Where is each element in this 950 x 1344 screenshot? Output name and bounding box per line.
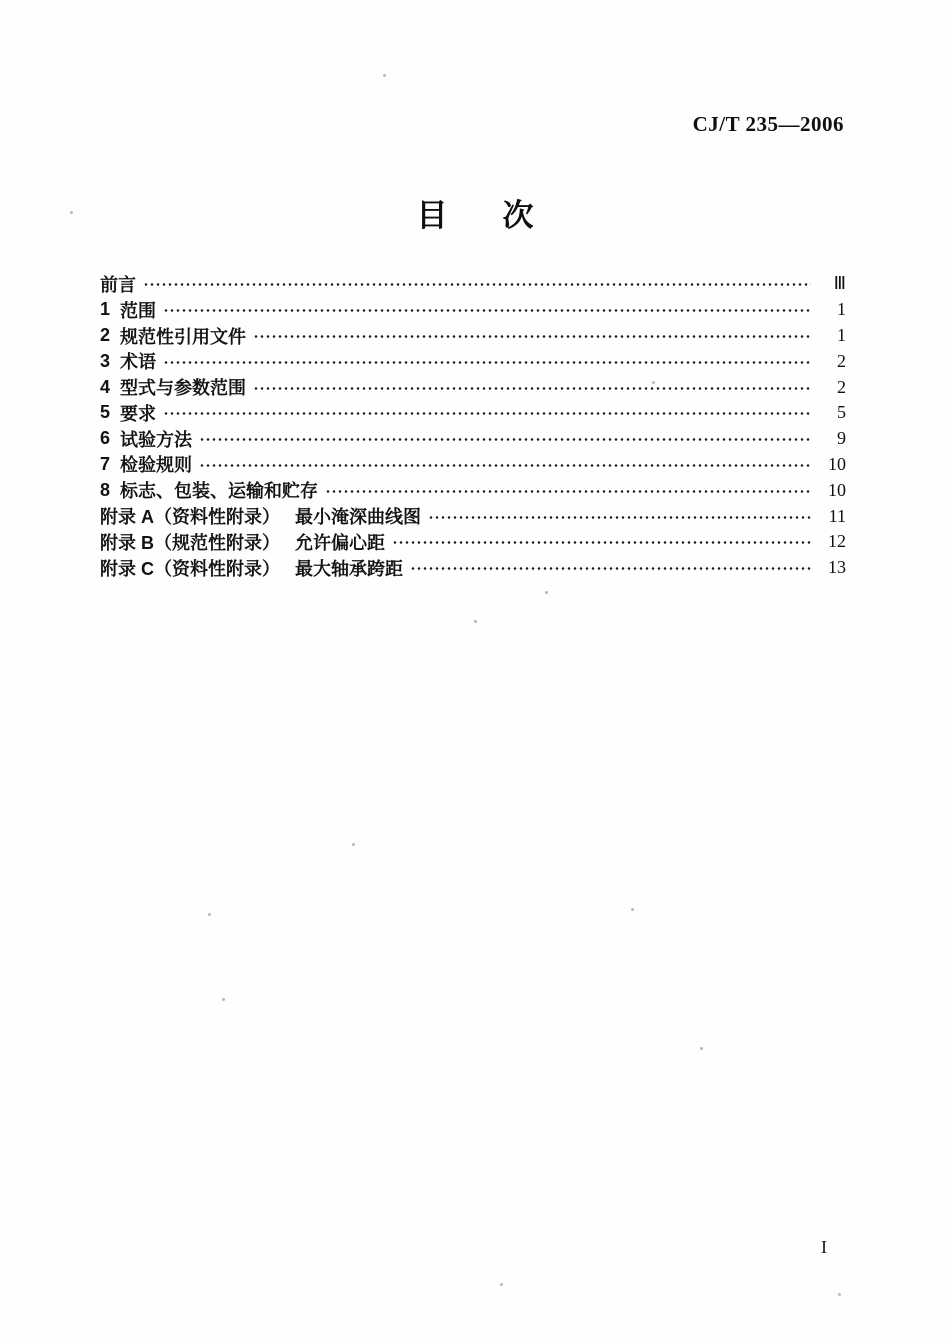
- toc-entry-label: 最大轴承跨距: [295, 558, 403, 579]
- toc-entry-number: 附录 B（规范性附录）: [100, 532, 280, 553]
- toc-row: [100, 452, 846, 478]
- scan-noise-speck: [652, 381, 655, 384]
- toc-page-number: 1: [837, 324, 846, 345]
- scan-noise-speck: [352, 843, 355, 846]
- scan-noise-speck: [70, 211, 73, 214]
- dot-leader: [199, 464, 811, 467]
- dot-leader: [163, 309, 811, 312]
- scan-noise-speck: [700, 1047, 703, 1050]
- toc-row: [100, 374, 846, 400]
- scan-noise-speck: [383, 74, 386, 77]
- scan-noise-speck: [545, 591, 548, 594]
- scan-noise-speck: [222, 998, 225, 1001]
- toc-entry-number: 5: [100, 402, 111, 423]
- toc-row: [100, 477, 846, 503]
- dot-leader: [143, 283, 811, 286]
- toc-row-appendix-c: [100, 555, 846, 581]
- toc-row: [100, 426, 846, 452]
- scan-noise-speck: [631, 908, 634, 911]
- dot-leader: [253, 335, 811, 338]
- toc-row: [100, 400, 846, 426]
- toc-entry-number: 1: [100, 299, 111, 320]
- dot-leader: [410, 567, 811, 570]
- toc-row: [100, 271, 846, 297]
- dot-leader: [163, 412, 811, 415]
- toc-row: [100, 297, 846, 323]
- toc-row: [100, 323, 846, 349]
- toc-entry-label: 标志、包装、运输和贮存: [120, 481, 319, 502]
- toc-row: [100, 348, 846, 374]
- scan-noise-speck: [500, 1283, 503, 1286]
- toc-entry-label: 术语: [120, 352, 157, 373]
- toc-entry-number: 4: [100, 376, 111, 397]
- toc-entry-label: 允许偏心距: [295, 532, 385, 553]
- dot-leader: [253, 387, 811, 390]
- toc-entry-label: 规范性引用文件: [120, 326, 247, 347]
- dot-leader: [428, 516, 811, 519]
- scan-noise-speck: [838, 1293, 841, 1296]
- toc-page-number: 11: [828, 505, 846, 526]
- toc-entry-label: 最小淹深曲线图: [295, 507, 421, 528]
- toc-entry-number: 3: [100, 350, 111, 371]
- toc-entry-number: 8: [100, 479, 111, 500]
- toc-page-number: Ⅲ: [833, 273, 846, 294]
- toc-page-number: 10: [828, 453, 846, 474]
- toc-entry-label: 检验规则: [120, 455, 193, 476]
- scan-noise-speck: [474, 620, 477, 623]
- toc-page-number: 2: [837, 350, 846, 371]
- toc-entry-number: 2: [100, 324, 111, 345]
- dot-leader: [325, 490, 811, 493]
- toc-page-number: 12: [828, 531, 846, 552]
- toc-page-number: 13: [828, 557, 846, 578]
- scan-noise-speck: [208, 913, 211, 916]
- toc-entry-number: 附录 C（资料性附录）: [100, 558, 280, 579]
- toc-page-number: 2: [837, 376, 846, 397]
- toc-entry-label: 要求: [120, 403, 157, 424]
- toc-entry-number: 6: [100, 428, 111, 449]
- toc-entry-label: 范围: [120, 300, 157, 321]
- toc-page-number: 10: [828, 479, 846, 500]
- toc-entry-label: 试验方法: [120, 429, 193, 450]
- toc-entry-label: 型式与参数范围: [120, 378, 247, 399]
- toc-entry-number: 附录 A（资料性附录）: [100, 507, 280, 528]
- standard-code-header: CJ/T 235—2006: [692, 112, 844, 136]
- dot-leader: [199, 438, 811, 441]
- toc-page-number: 5: [837, 402, 846, 423]
- dot-leader: [392, 541, 811, 544]
- toc-row-appendix-a: [100, 503, 846, 529]
- page-title: 目 次: [416, 198, 546, 233]
- toc-row-appendix-b: [100, 529, 846, 555]
- footer-page-number: I: [821, 1237, 827, 1257]
- toc-entry-label: 前言: [100, 274, 136, 295]
- toc-page-number: 1: [837, 299, 846, 320]
- table-of-contents: [100, 271, 846, 581]
- toc-page-number: 9: [837, 428, 846, 449]
- toc-entry-number: 7: [100, 453, 111, 474]
- dot-leader: [163, 361, 811, 364]
